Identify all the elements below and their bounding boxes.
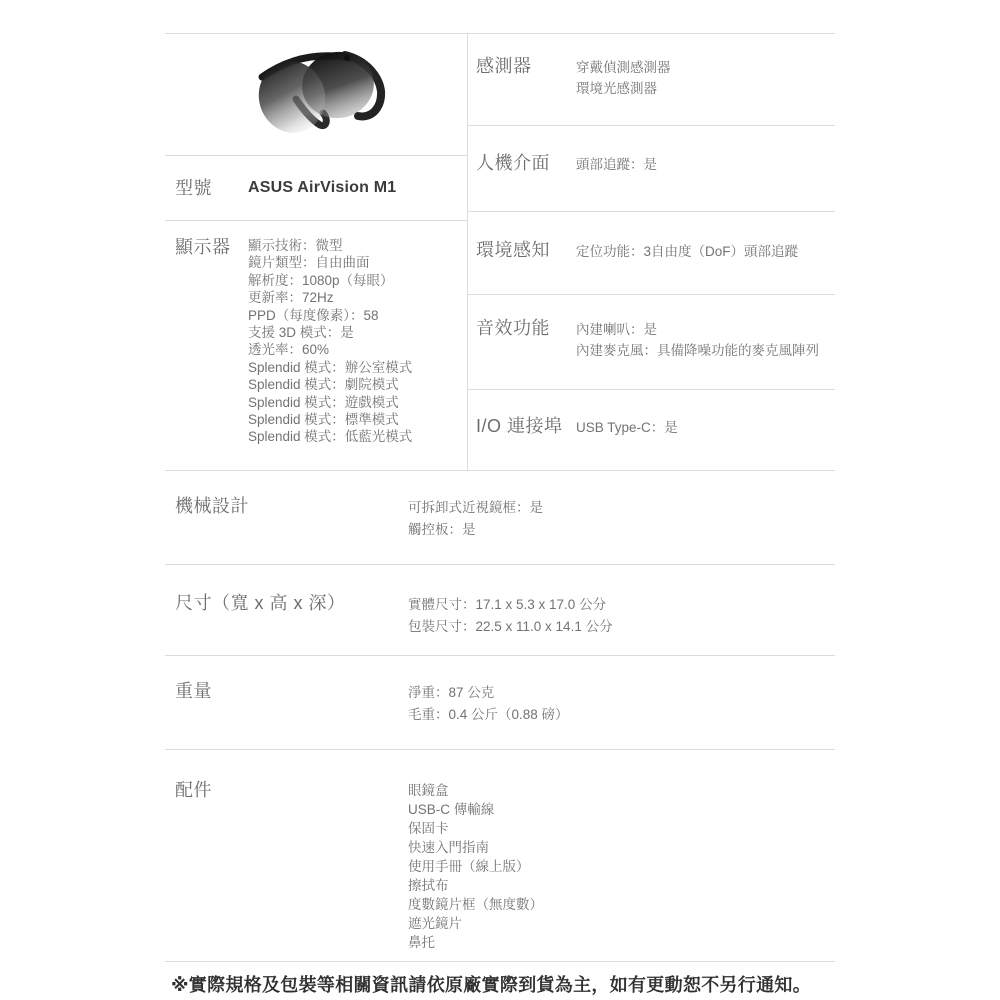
- spec-line: 支援 3D 模式：是: [248, 325, 354, 341]
- spec-line: 可拆卸式近視鏡框：是: [408, 500, 543, 515]
- spec-line: 毛重：0.4 公斤（0.88 磅）: [408, 707, 569, 722]
- spec-line: 內建麥克風：具備降噪功能的麥克風陣列: [576, 343, 819, 358]
- environment-values: [576, 241, 798, 294]
- mechanical-values: [408, 497, 543, 564]
- spec-line: 內建喇叭：是: [576, 322, 657, 337]
- hmi-values: [576, 154, 657, 211]
- mechanical-label: 機械設計: [175, 496, 249, 516]
- spec-line: 環境光感測器: [576, 81, 657, 96]
- spec-line: 度數鏡片框（無度數）: [408, 897, 543, 912]
- spec-row-environment: [468, 212, 835, 295]
- io-values: [576, 417, 678, 470]
- spec-line: 眼鏡盒: [408, 783, 449, 798]
- spec-left-column: [165, 34, 467, 470]
- sensors-values: [576, 57, 671, 125]
- spec-line: 包裝尺寸：22.5 x 11.0 x 14.1 公分: [408, 619, 613, 634]
- dimensions-values: [408, 594, 613, 655]
- spec-row-io: [468, 390, 835, 470]
- weight-values: [408, 682, 569, 749]
- spec-line: 穿戴偵測感測器: [576, 60, 671, 75]
- spec-line: 頭部追蹤：是: [576, 157, 657, 172]
- spec-line: 解析度：1080p（每眼）: [248, 272, 394, 288]
- product-image-cell: [165, 34, 467, 156]
- spec-line: USB-C 傳輸線: [408, 802, 495, 817]
- audio-values: [576, 319, 819, 389]
- spec-line: 觸控板：是: [408, 522, 476, 537]
- spec-line: Splendid 模式：標準模式: [248, 412, 399, 428]
- spec-table-bottom: [165, 471, 835, 962]
- spec-row-dimensions: [165, 565, 835, 656]
- spec-right-column: [467, 34, 835, 470]
- spec-line: 淨重：87 公克: [408, 685, 495, 700]
- spec-sheet: [165, 33, 835, 997]
- spec-row-weight: [165, 656, 835, 750]
- spec-row-mechanical: [165, 471, 835, 565]
- spec-line: 實體尺寸：17.1 x 5.3 x 17.0 公分: [408, 597, 607, 612]
- spec-table-top: [165, 33, 835, 471]
- spec-line: 鏡片類型：自由曲面: [248, 255, 370, 271]
- spec-line: 鼻托: [408, 935, 435, 950]
- accessories-label: 配件: [175, 780, 212, 800]
- spec-line: Splendid 模式：低藍光模式: [248, 429, 413, 445]
- spec-row-hmi: [468, 126, 835, 212]
- spec-line: 更新率：72Hz: [248, 290, 334, 306]
- spec-row-sensors: [468, 34, 835, 126]
- environment-label: 環境感知: [476, 240, 550, 260]
- glasses-product-image: [250, 45, 430, 145]
- dimensions-label: 尺寸（寬 x 高 x 深）: [175, 593, 346, 613]
- disclaimer-note: ※實際規格及包裝等相關資訊請依原廠實際到貨為主，如有更動恕不另行通知。: [171, 975, 811, 995]
- weight-label: 重量: [175, 681, 212, 701]
- display-label: 顯示器: [175, 237, 231, 257]
- model-name: ASUS AirVision M1: [248, 179, 397, 196]
- sensors-label: 感測器: [476, 56, 532, 76]
- spec-line: 透光率：60%: [248, 342, 330, 358]
- spec-line: 使用手冊（線上版）: [408, 859, 530, 874]
- spec-line: 快速入門指南: [408, 840, 489, 855]
- spec-line: 顯示技術：微型: [248, 238, 343, 253]
- audio-label: 音效功能: [476, 318, 550, 338]
- spec-row-audio: [468, 295, 835, 390]
- accessories-values: [408, 781, 543, 961]
- spec-line: PPD（每度像素）：58: [248, 307, 379, 323]
- spec-line: 擦拭布: [408, 878, 449, 893]
- spec-line: 定位功能：3自由度（DoF）頭部追蹤: [576, 244, 799, 259]
- spec-line: USB Type-C：是: [576, 420, 678, 435]
- spec-line: 保固卡: [408, 821, 449, 836]
- spec-row-accessories: [165, 750, 835, 962]
- spec-row-display: [165, 221, 467, 470]
- spec-line: Splendid 模式：遊戲模式: [248, 394, 399, 410]
- model-label: 型號: [175, 177, 212, 198]
- spec-line: Splendid 模式：劇院模式: [248, 377, 399, 393]
- spec-line: 遮光鏡片: [408, 916, 462, 931]
- spec-line: Splendid 模式：辦公室模式: [248, 359, 413, 375]
- spec-row-model: [165, 156, 467, 221]
- display-values: [248, 237, 412, 470]
- hmi-label: 人機介面: [476, 153, 550, 173]
- io-label: I/O 連接埠: [476, 416, 563, 436]
